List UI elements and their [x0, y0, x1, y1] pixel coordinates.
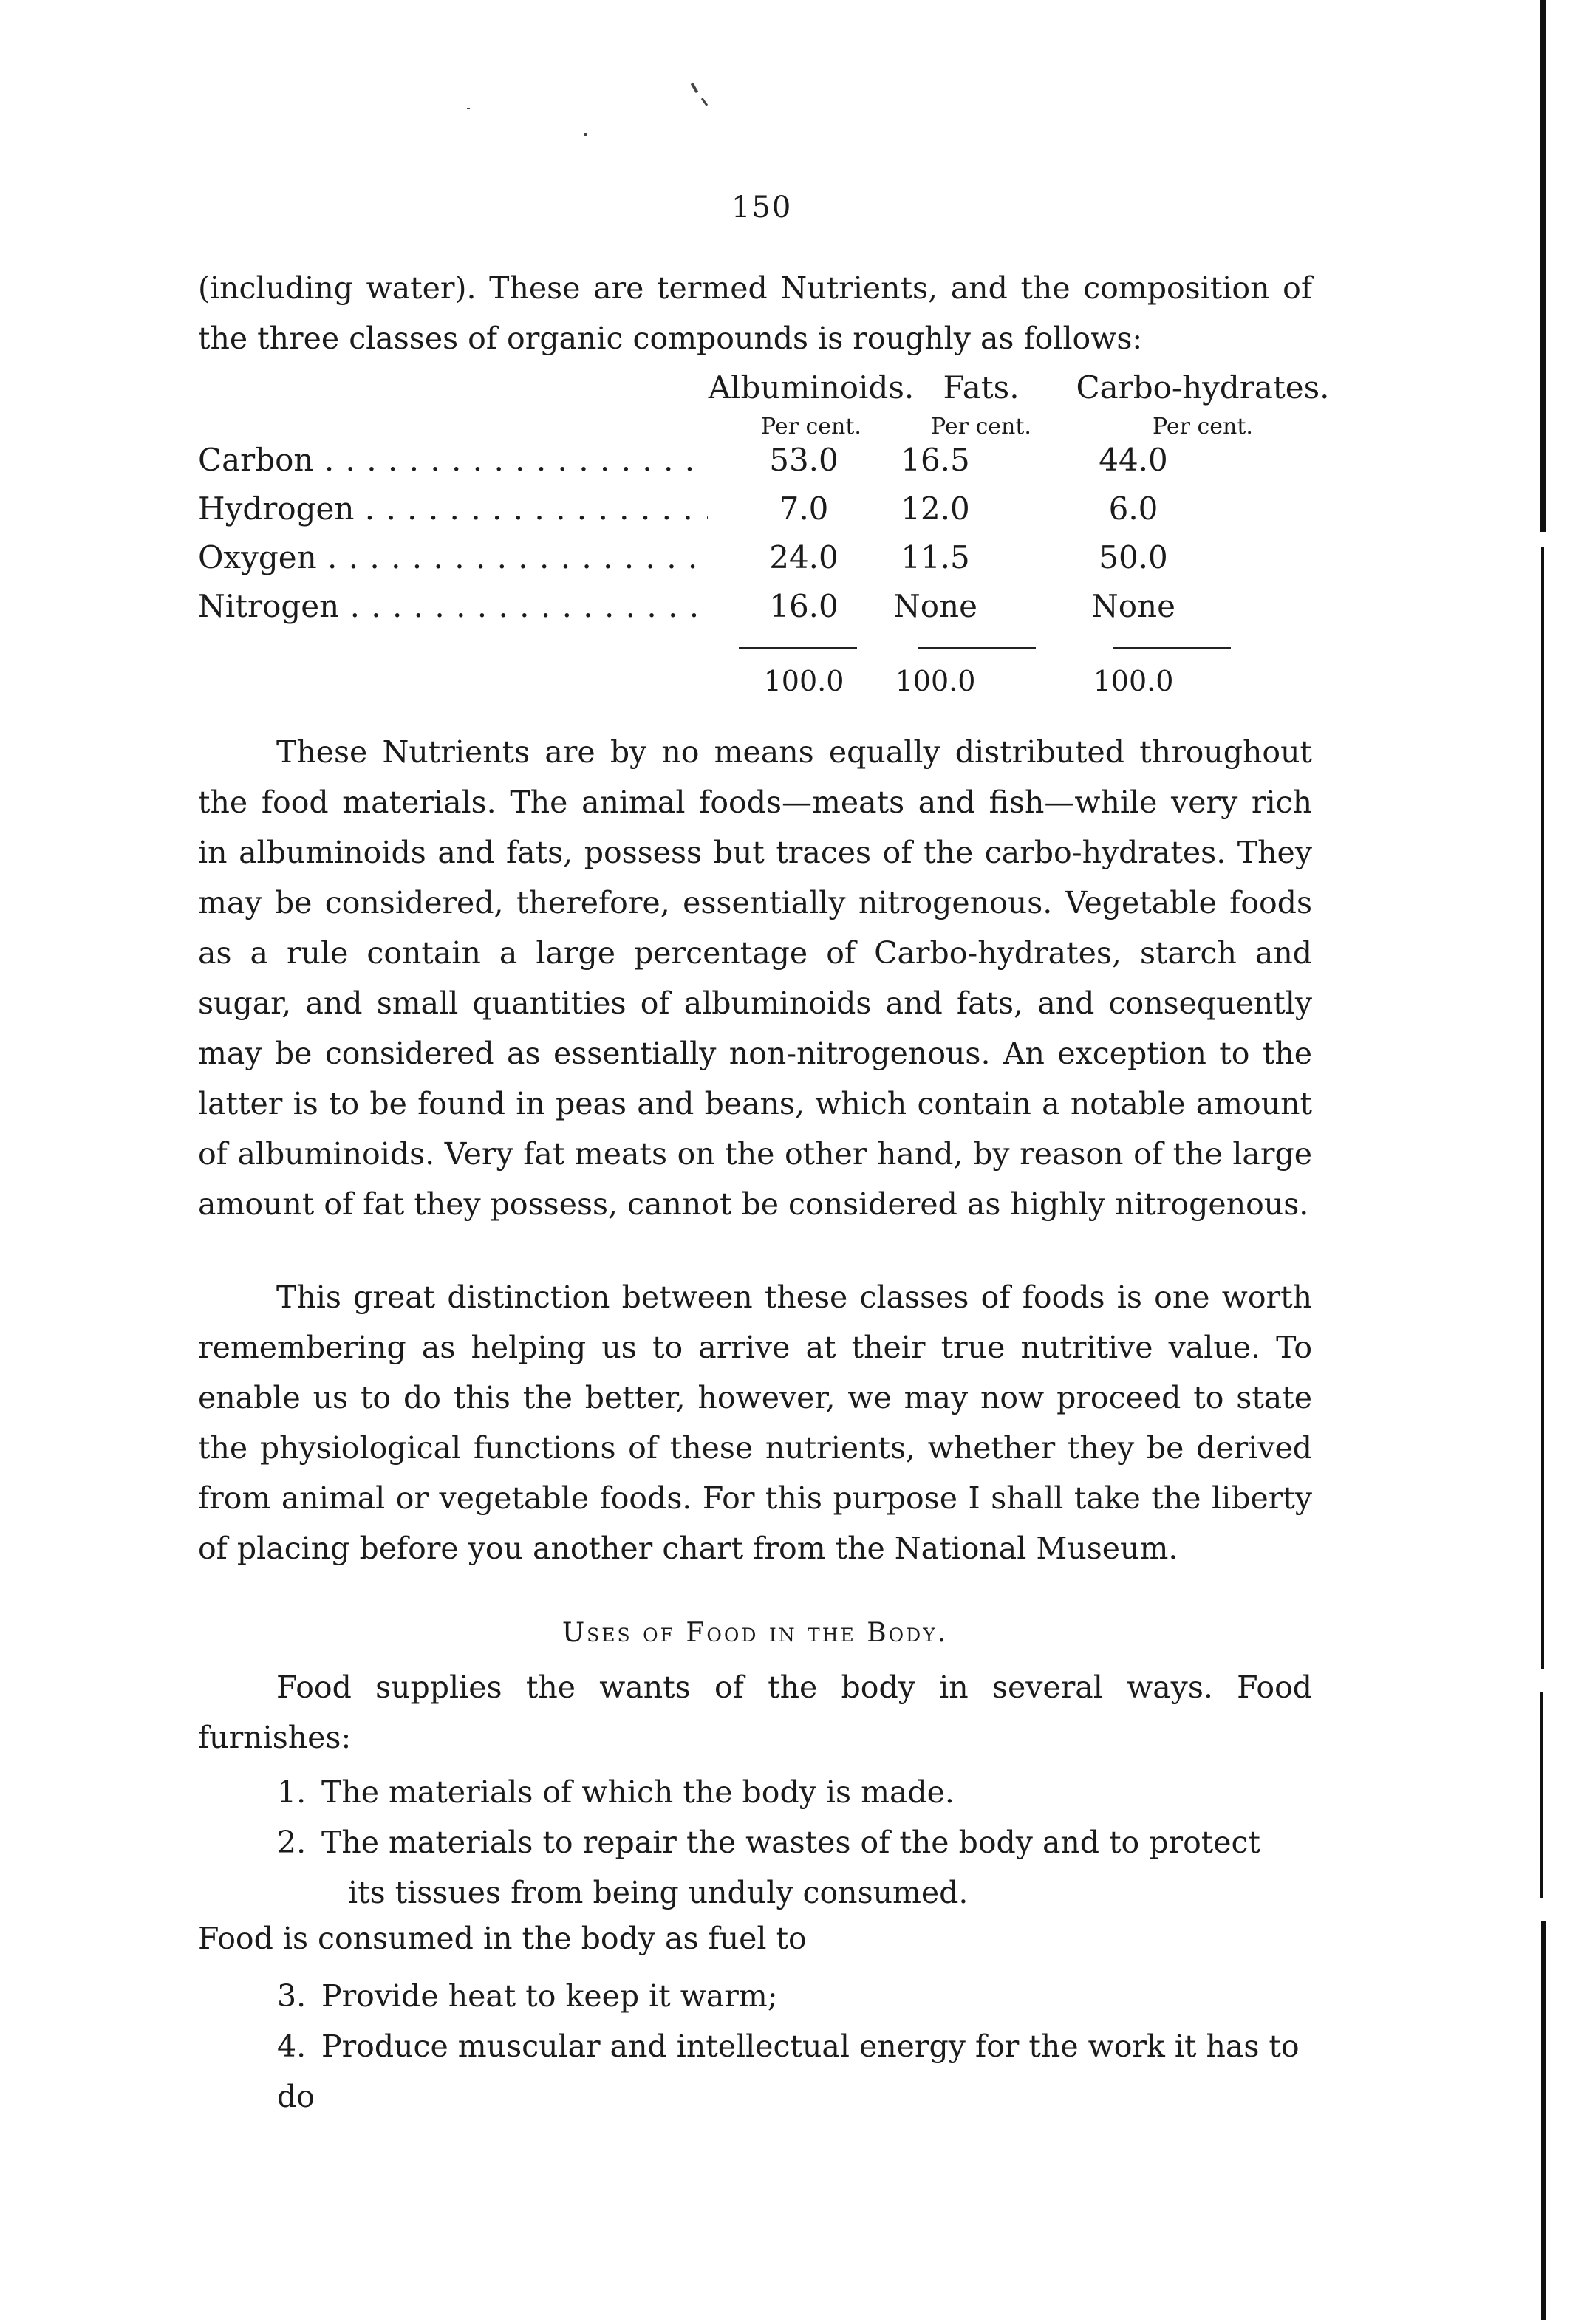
- total-rule: [739, 647, 857, 649]
- scan-edge-line: [1541, 1921, 1546, 2320]
- unit-carbo-hydrates: Per cent.: [1153, 414, 1253, 440]
- column-fats: Fats.: [943, 369, 1020, 406]
- list-number: 2.: [277, 1825, 307, 1860]
- table-row: [198, 491, 1314, 539]
- paragraph-food-supplies: Food supplies the wants of the body in several ways. Food furnishes:: [198, 1669, 1312, 1755]
- list-item: [277, 2021, 1311, 2122]
- total-value: 100.0: [763, 665, 844, 697]
- paragraph-distinction: This great distinction between these classes of foods is one worth remembering as helping us to arrive at their true nutritive value. To enable us to do this the better, however, we may now proceed to state the physiological functions of these nutrients, whether they be derived from animal or vegetable foods. For this purpose I shall take the liberty of placing before you another chart from the National Museum.: [198, 1279, 1312, 1566]
- total-rule: [918, 647, 1036, 649]
- unit-albuminoids: Per cent.: [761, 414, 861, 440]
- scan-speck: [584, 133, 587, 136]
- table-row: [198, 442, 1314, 491]
- total-value: 100.0: [1093, 665, 1174, 697]
- section-heading: Uses of Food in the Body.: [561, 1618, 949, 1648]
- cell-value: 16.0: [769, 588, 839, 624]
- cell-value: None: [893, 588, 977, 624]
- cell-value: 53.0: [769, 442, 839, 478]
- food-consumed-line: Food is consumed in the body as fuel to: [198, 1921, 807, 1956]
- cell-value: 6.0: [1108, 491, 1158, 527]
- column-carbo-hydrates: Carbo-hydrates.: [1076, 369, 1330, 406]
- table-row: [198, 539, 1314, 588]
- total-rule: [1113, 647, 1231, 649]
- row-label: Oxygen . . .: [198, 539, 708, 575]
- cell-value: None: [1091, 588, 1175, 624]
- total-value: 100.0: [895, 665, 976, 697]
- cell-value: 12.0: [901, 491, 970, 527]
- list-item: [277, 1817, 1311, 1918]
- scan-speck: [467, 108, 470, 109]
- list-item: [277, 1767, 1311, 1817]
- scan-speck: [691, 83, 698, 93]
- paragraph-nutrients: These Nutrients are by no means equally distributed throughout the food materials. The animal foods—meats and fish—while very rich in albuminoids and fats, possess but traces of the carbo-hydrates. They may be considered, therefore, essentially nitrogenous. Vegetable foods as a rule contain a large percentage of Carbo-hydrates, starch and sugar, and small quantities of albuminoids and fats, and consequently may be considered as essentially non-nitrogenous. An exception to the latter is to be found in peas and beans, which contain a notable amount of albuminoids. Very fat meats on the other hand, by reason of the large amount of fat they possess, cannot be considered as highly nitrogenous.: [198, 734, 1312, 1222]
- cell-value: 50.0: [1099, 539, 1168, 575]
- cell-value: 16.5: [901, 442, 970, 478]
- cell-value: 7.0: [779, 491, 829, 527]
- scan-edge-line: [1540, 1692, 1543, 1898]
- cell-value: 11.5: [901, 539, 970, 575]
- list-number: 3.: [277, 1978, 307, 2014]
- table-totals-row: [198, 665, 1314, 714]
- list-text-continued: its tissues from being unduly consumed.: [348, 1875, 969, 1910]
- scan-edge-line: [1541, 547, 1544, 1669]
- cell-value: 44.0: [1099, 442, 1168, 478]
- row-label: Nitrogen . . .: [198, 588, 708, 624]
- list-text: Produce muscular and intellectual energy for the work it has to do: [277, 2029, 1300, 2114]
- intro-paragraph: (including water). These are termed Nutrients, and the composition of the three classes of organic compounds is roughly as follows:: [198, 270, 1312, 356]
- list-number: 4.: [277, 2029, 307, 2064]
- scan-speck: [701, 98, 708, 106]
- table-row: [198, 588, 1314, 637]
- cell-value: 24.0: [769, 539, 839, 575]
- row-label: Hydrogen . . .: [198, 491, 708, 527]
- scan-edge-line: [1540, 0, 1546, 532]
- table-column-headers: [198, 369, 1330, 414]
- list-text: Provide heat to keep it warm;: [321, 1978, 778, 2014]
- page-number: 150: [731, 191, 793, 225]
- row-label: Carbon . . .: [198, 442, 708, 478]
- list-text: The materials of which the body is made.: [321, 1774, 955, 1810]
- list-text: The materials to repair the wastes of the body and to protect: [321, 1825, 1260, 1860]
- list-number: 1.: [277, 1774, 307, 1810]
- unit-fats: Per cent.: [931, 414, 1031, 440]
- column-albuminoids: Albuminoids.: [708, 369, 915, 406]
- list-item: [277, 1971, 1311, 2021]
